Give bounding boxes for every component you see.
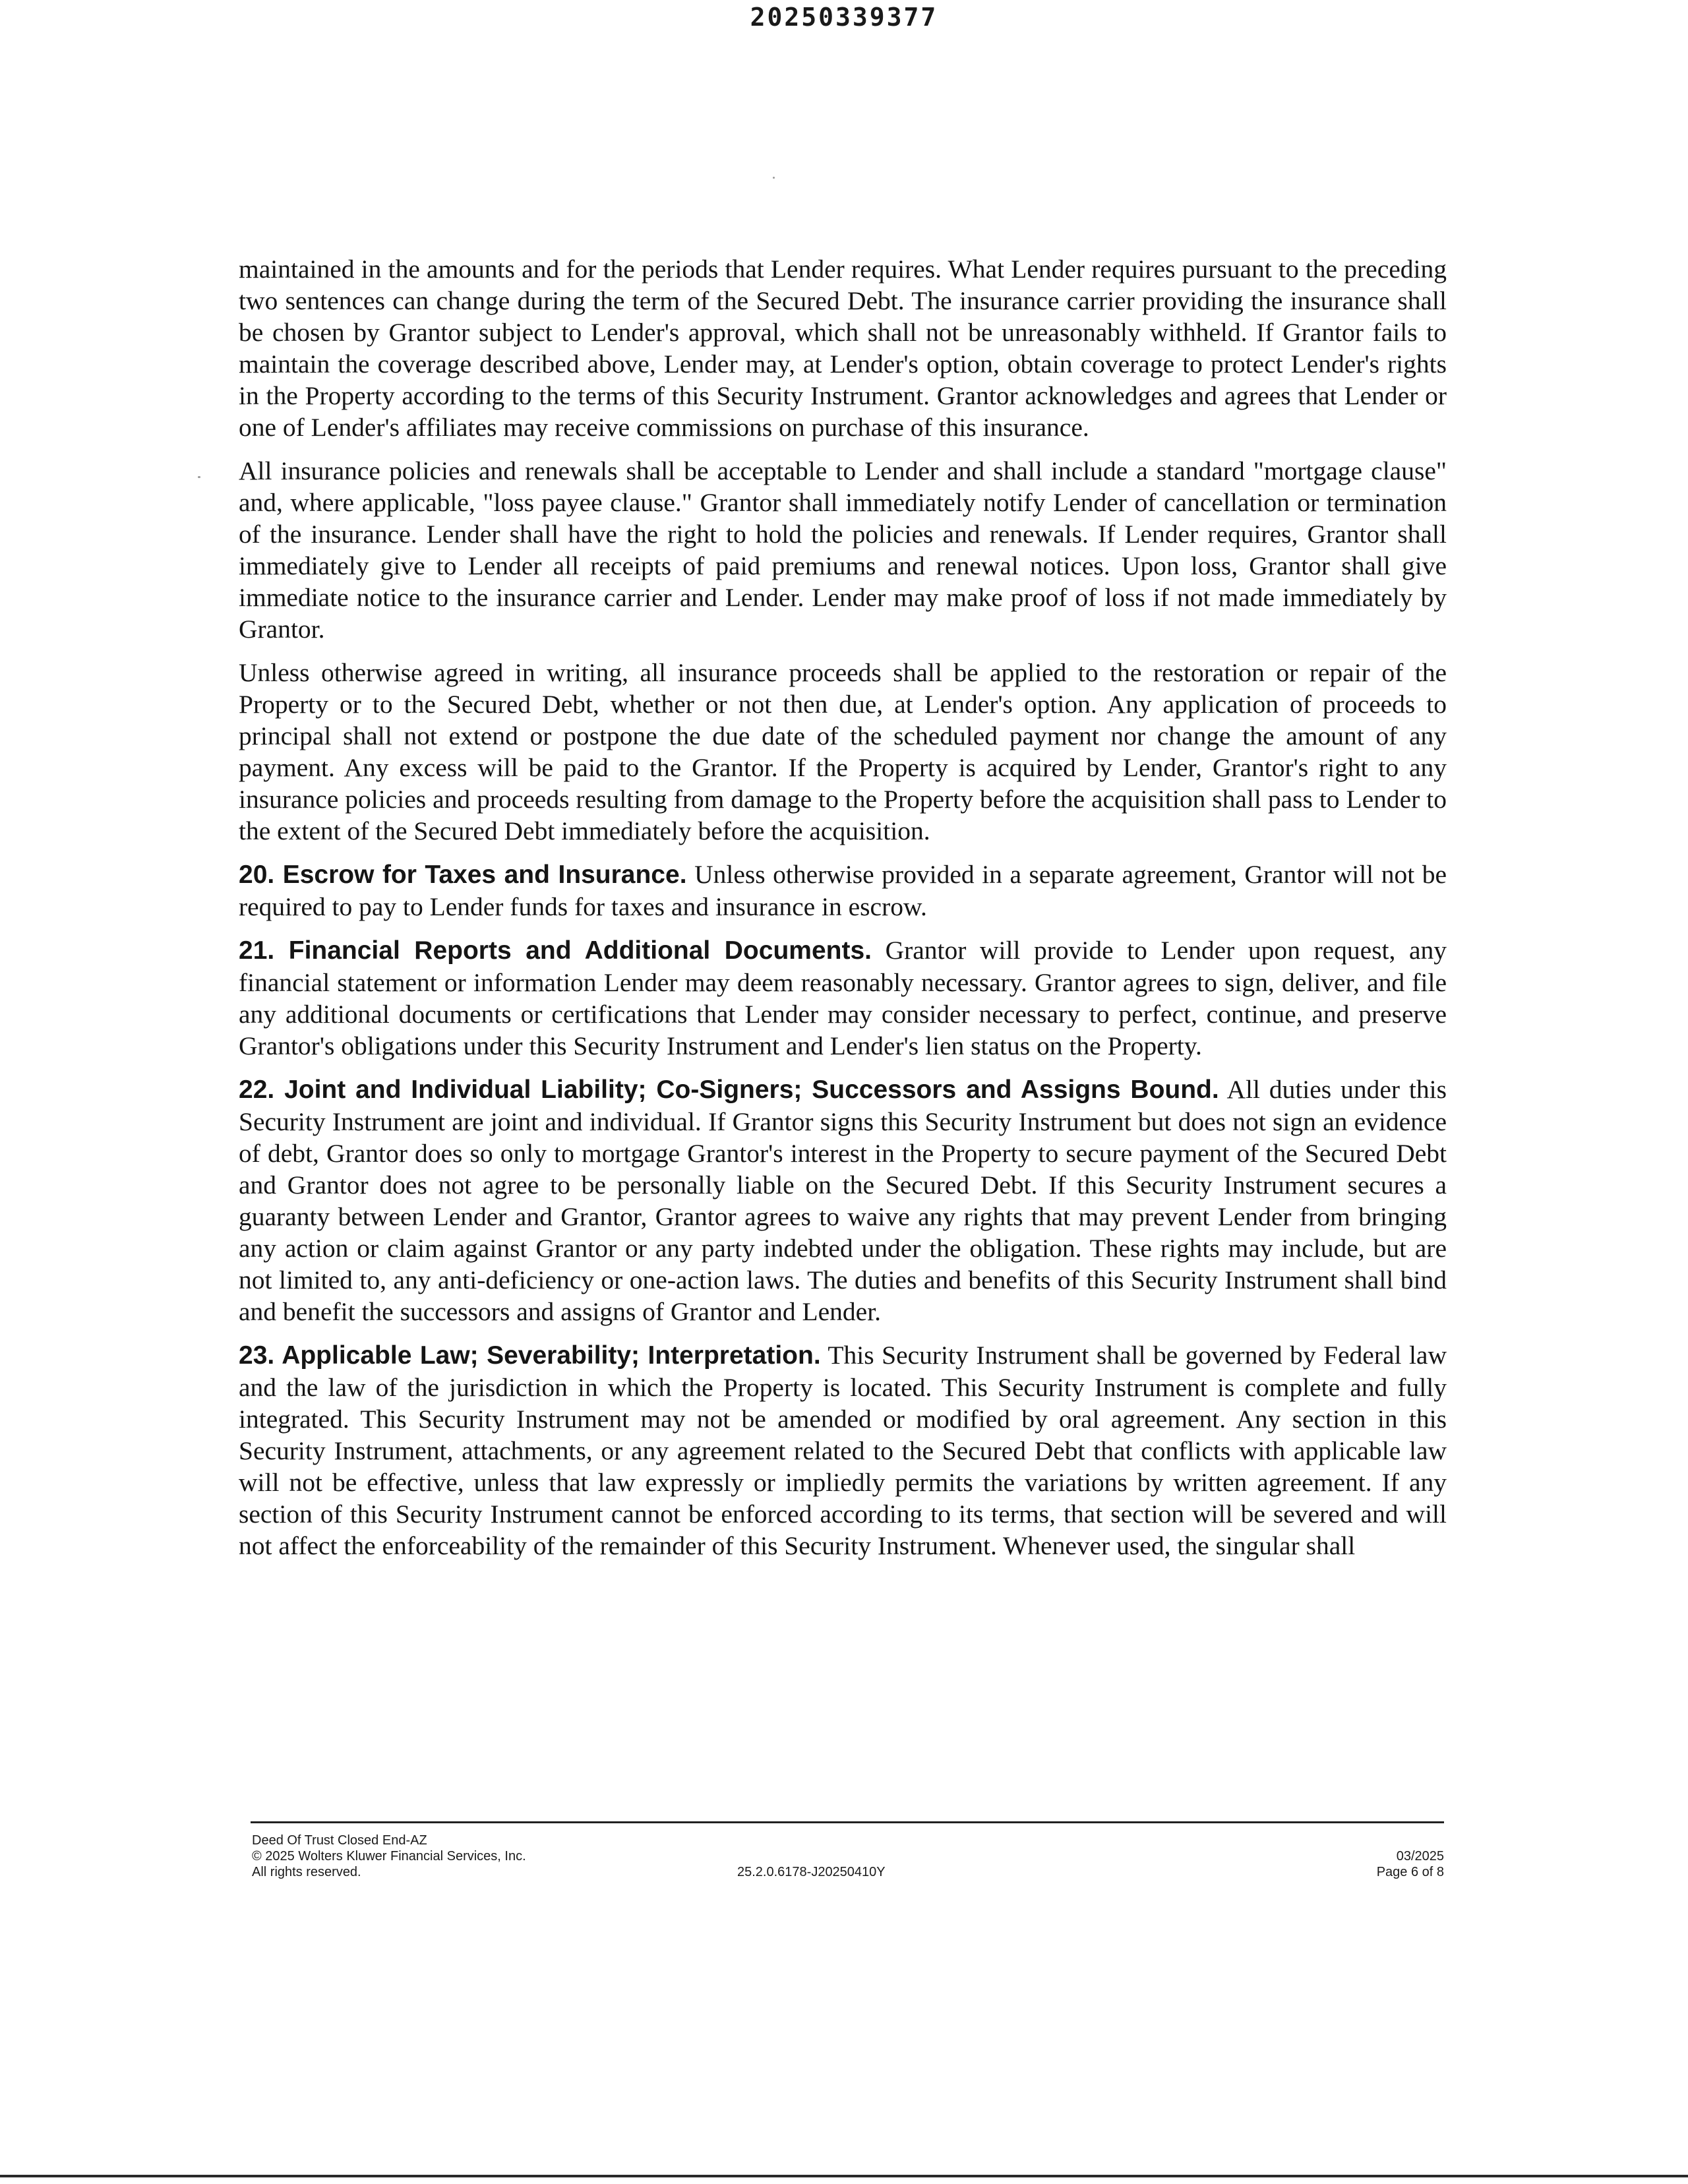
document-body xyxy=(239,253,1447,1573)
footer-form-date: 03/2025 xyxy=(1396,1849,1444,1864)
paragraph-text: maintained in the amounts and for the periods that Lender requires. What Lender requires pursuant to the preceding two sentences can change during the term of the Secured Debt. The insurance carrier providing the insurance shall be chosen by Grantor subject to Lender's approval, which shall not be unreasonably withheld. If Grantor fails to maintain the coverage described above, Lender may, at Lender's option, obtain coverage to protect Lender's rights in the Property according to the terms of this Security Instrument. Grantor acknowledges and agrees that Lender or one of Lender's affiliates may receive commissions on purchase of this insurance. xyxy=(239,255,1447,442)
footer-page-number: Page 6 of 8 xyxy=(1376,1865,1444,1879)
scan-speck xyxy=(773,177,775,179)
section-heading: 23. Applicable Law; Severability; Interpretation. xyxy=(239,1341,821,1370)
scan-bottom-edge xyxy=(0,2175,1688,2177)
section-21-financial-reports xyxy=(239,934,1447,1062)
paragraph-insurance-policies xyxy=(239,455,1447,645)
footer-page-info xyxy=(1377,1848,1444,1880)
section-23-applicable-law xyxy=(239,1339,1447,1562)
paragraph-text: All duties under this Security Instrument are joint and individual. If Grantor signs this Security Instrument but does not sign an evidence of debt, Grantor does so only to mortgage Grantor's interest in the Property to secure payment of the Secured Debt and Grantor does not agree to be personally liable on the Secured Debt. If this Security Instrument secures a guaranty between Lender and Grantor, Grantor agrees to waive any rights that may prevent Lender from bringing any action or claim against Grantor or any party indebted under the obligation. These rights may include, but are not limited to, any anti-deficiency or one-action laws. The duties and benefits of this Security Instrument shall bind and benefit the successors and assigns of Grantor and Lender. xyxy=(239,1075,1447,1326)
paragraph-text: All insurance policies and renewals shall be acceptable to Lender and shall include a standard "mortgage clause" and, where applicable, "loss payee clause." Grantor shall immediately notify Lender of cancellation or termination of the insurance. Lender shall have the right to hold the policies and renewals. If Lender requires, Grantor shall immediately give to Lender all receipts of paid premiums and renewal notices. Upon loss, Grantor shall give immediate notice to the insurance carrier and Lender. Lender may make proof of loss if not made immediately by Grantor. xyxy=(239,456,1447,644)
paragraph-text: Unless otherwise agreed in writing, all insurance proceeds shall be applied to the restoration or repair of the Property or to the Secured Debt, whether or not then due, at Lender's option. Any application of proceeds to principal shall not extend or postpone the due date of the scheduled payment nor change the amount of any payment. Any excess will be paid to the Grantor. If the Property is acquired by Lender, Grantor's right to any insurance policies and proceeds resulting from damage to the Property before the acquisition shall pass to Lender to the extent of the Secured Debt immediately before the acquisition. xyxy=(239,658,1447,845)
paragraph-text: This Security Instrument shall be governed by Federal law and the law of the jurisdiction in which the Property is located. This Security Instrument is complete and fully integrated. This Security Instrument may not be amended or modified by oral agreement. Any section in this Security Instrument, attachments, or any agreement related to the Secured Debt that conflicts with applicable law will not be effective, unless that law expressly or impliedly permits the variations by written agreement. If any section of this Security Instrument cannot be enforced according to its terms, that section will be severed and will not affect the enforceability of the remainder of this Security Instrument. Whenever used, the singular shall xyxy=(239,1341,1447,1560)
section-20-escrow xyxy=(239,859,1447,923)
paragraph-insurance-proceeds xyxy=(239,657,1447,847)
scan-speck xyxy=(198,476,200,478)
section-heading: 21. Financial Reports and Additional Documents. xyxy=(239,936,872,965)
page-footer xyxy=(251,1821,1444,1879)
paragraph-text: Grantor will provide to Lender upon request, any financial statement or information Lender may deem reasonably necessary. Grantor agrees to sign, deliver, and file any additional documents or certifications that Lender may consider necessary to perfect, continue, and preserve Grantor's obligations under this Security Instrument and Lender's lien status on the Property. xyxy=(239,936,1447,1060)
section-22-joint-liability xyxy=(239,1074,1447,1327)
footer-form-info xyxy=(252,1833,526,1880)
recording-number: 20250339377 xyxy=(750,3,938,32)
footer-form-name: Deed Of Trust Closed End-AZ xyxy=(252,1833,427,1848)
section-heading: 22. Joint and Individual Liability; Co-Signers; Successors and Assigns Bound. xyxy=(239,1076,1219,1104)
footer-version-code: 25.2.0.6178-J20250410Y xyxy=(737,1865,886,1879)
section-heading: 20. Escrow for Taxes and Insurance. xyxy=(239,861,687,889)
footer-copyright: © 2025 Wolters Kluwer Financial Services, Inc. xyxy=(252,1849,526,1864)
paragraph-text: Unless otherwise provided in a separate agreement, Grantor will not be required to pay to Lender funds for taxes and insurance in escrow. xyxy=(239,860,1447,921)
paragraph-insurance-continued xyxy=(239,253,1447,443)
footer-rights: All rights reserved. xyxy=(252,1865,361,1879)
